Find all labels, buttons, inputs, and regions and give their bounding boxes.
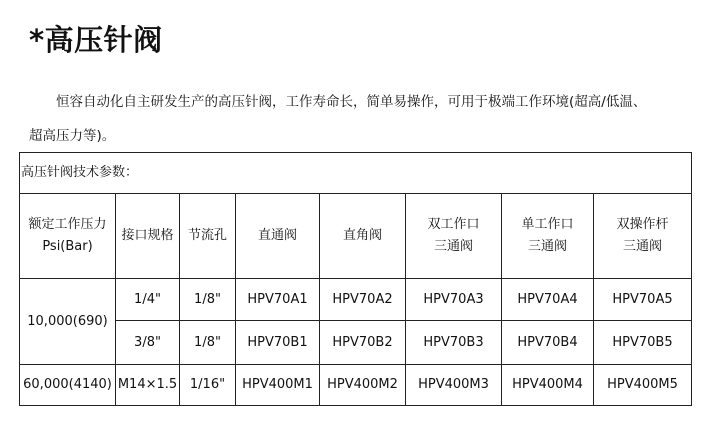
page-title: *高压针阀 [29,23,163,57]
header-dual-stem-line1: 双操作杆 [616,217,669,232]
header-single-port-line1: 单工作口 [521,217,574,232]
header-dual-port-line1: 双工作口 [427,217,480,232]
cell-angle: HPV70A2 [320,279,406,321]
table-row [20,321,692,365]
cell-port: 1/4" [116,279,180,321]
cell-orifice: 1/16" [180,365,236,406]
cell-single-port: HPV70A4 [502,279,594,321]
intro-line-2: 超高压力等)。 [29,128,116,144]
table-caption: 高压针阀技术参数： [20,153,692,194]
header-pressure-label: 额定工作压力 [28,217,107,232]
header-dual-stem [594,194,692,279]
cell-straight: HPV400M1 [236,365,320,406]
header-dual-port-line2: 三通阀 [433,239,473,254]
header-dual-stem-line2: 三通阀 [623,239,663,254]
header-pressure-unit: Psi(Bar) [42,239,93,254]
header-orifice: 节流孔 [180,194,236,279]
table-header-row [20,194,692,279]
header-single-port-line2: 三通阀 [527,239,567,254]
cell-dual-stem: HPV70A5 [594,279,692,321]
header-port: 接口规格 [116,194,180,279]
cell-dual-stem: HPV70B5 [594,321,692,365]
cell-straight: HPV70A1 [236,279,320,321]
cell-single-port: HPV400M4 [502,365,594,406]
cell-port: 3/8" [116,321,180,365]
spec-table [19,152,692,406]
cell-straight: HPV70B1 [236,321,320,365]
cell-dual-stem: HPV400M5 [594,365,692,406]
cell-dual-port: HPV70A3 [406,279,502,321]
table-row [20,365,692,406]
cell-pressure: 10,000(690) [20,279,116,365]
cell-dual-port: HPV400M3 [406,365,502,406]
cell-port: M14×1.5 [116,365,180,406]
cell-orifice: 1/8" [180,321,236,365]
header-pressure [20,194,116,279]
cell-single-port: HPV70B4 [502,321,594,365]
header-dual-port [406,194,502,279]
cell-orifice: 1/8" [180,279,236,321]
intro-paragraph [56,80,696,124]
header-single-port [502,194,594,279]
cell-dual-port: HPV70B3 [406,321,502,365]
cell-angle: HPV400M2 [320,365,406,406]
cell-angle: HPV70B2 [320,321,406,365]
header-angle: 直角阀 [320,194,406,279]
cell-pressure: 60,000(4140) [20,365,116,406]
table-row [20,279,692,321]
intro-line-1: 恒容自动化自主研发生产的高压针阀，工作寿命长，简单易操作，可用于极端工作环境(超高/低温、 [56,94,647,110]
header-straight: 直通阀 [236,194,320,279]
